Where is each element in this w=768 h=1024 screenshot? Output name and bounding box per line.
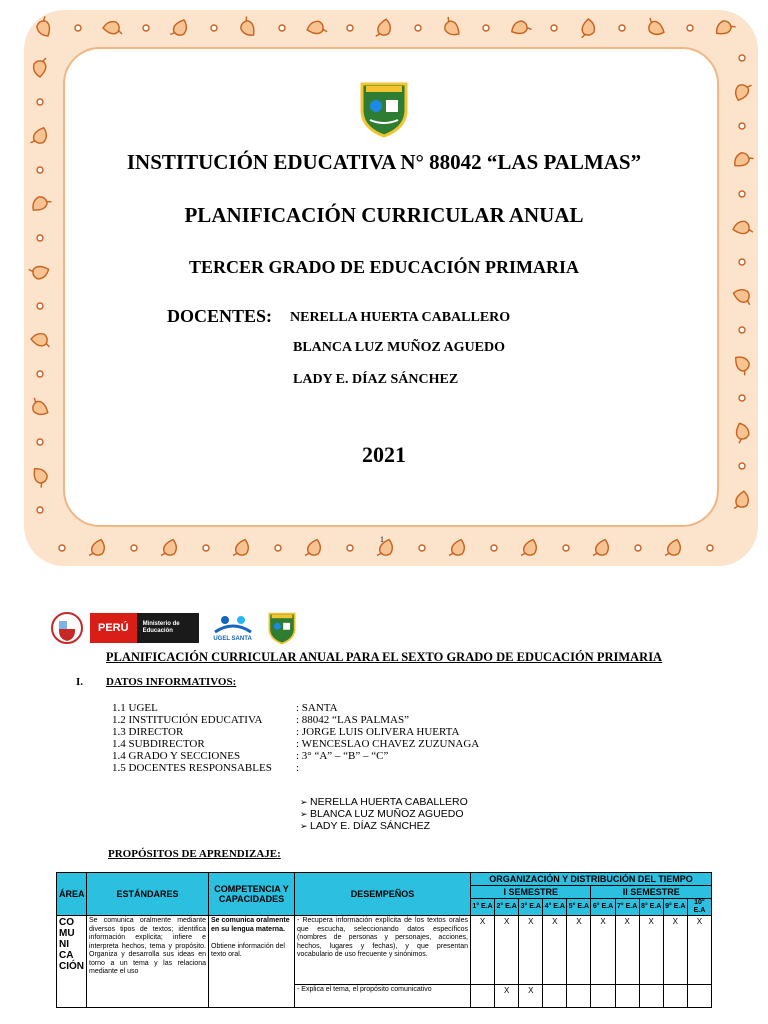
- mark-cell: [543, 985, 567, 1008]
- header-performance: DESEMPEÑOS: [295, 873, 471, 916]
- mark-cell: [567, 985, 591, 1008]
- dot-ornament: [279, 25, 285, 31]
- competence-title: Se comunica oralmente en su lengua materna.: [211, 917, 290, 933]
- dot-ornament: [59, 545, 65, 551]
- dot-ornament: [635, 545, 641, 551]
- unit-header: 1° E.A: [471, 899, 495, 916]
- unit-header: 5° E.A: [567, 899, 591, 916]
- mark-cell: [639, 985, 663, 1008]
- docentes-label: DOCENTES:: [167, 306, 273, 326]
- mark-cell: [663, 985, 687, 1008]
- dot-ornament: [347, 25, 353, 31]
- performance-cell: - Recupera información explícita de los textos orales que escucha, seleccionando datos específicos (nombres de personas y personajes, acciones, hechos, lugares y fechas), y que presentan vocabulario de uso frecuente y sinónimos.: [295, 916, 471, 985]
- dot-ornament: [687, 25, 693, 31]
- purposes-title: PROPÓSITOS DE APRENDIZAJE:: [108, 848, 281, 860]
- dot-ornament: [563, 545, 569, 551]
- ministerio-logo: [90, 613, 199, 643]
- peru-coat-of-arms-icon: [50, 611, 84, 645]
- ugel-label: UGEL SANTA: [213, 636, 252, 642]
- header-semester-1: I SEMESTRE: [471, 886, 591, 899]
- dot-ornament: [739, 395, 745, 401]
- dot-ornament: [483, 25, 489, 31]
- mark-cell: X: [495, 916, 519, 985]
- dot-ornament: [75, 25, 81, 31]
- dot-ornament: [143, 25, 149, 31]
- header-semester-2: II SEMESTRE: [591, 886, 712, 899]
- info-row: 1.5 DOCENTES RESPONSABLES :: [112, 762, 300, 774]
- area-cell: CO MU NI CA CIÓN: [57, 916, 87, 1008]
- dot-ornament: [619, 25, 625, 31]
- dot-ornament: [203, 545, 209, 551]
- unit-header: 6° E.A: [591, 899, 615, 916]
- mark-cell: [591, 985, 615, 1008]
- mark-cell: X: [519, 985, 543, 1008]
- mark-cell: X: [495, 985, 519, 1008]
- teacher-item: ➢ LADY E. DÍAZ SÁNCHEZ: [300, 820, 468, 832]
- plan-title: PLANIFICACIÓN CURRICULAR ANUAL: [184, 203, 584, 227]
- ministerio-label: Ministerio de Educación: [137, 613, 199, 643]
- mark-cell: X: [639, 916, 663, 985]
- school-crest-small-icon: [267, 611, 297, 645]
- dot-ornament: [347, 545, 353, 551]
- info-row: 1.3 DIRECTOR : JORGE LUIS OLIVERA HUERTA: [112, 726, 460, 738]
- dot-ornament: [37, 303, 43, 309]
- teacher-item: ➢ BLANCA LUZ MUÑOZ AGUEDO: [300, 808, 468, 820]
- cover-teacher-2: BLANCA LUZ MUÑOZ AGUEDO: [293, 340, 505, 355]
- table-row: [57, 916, 712, 985]
- info-list: [112, 702, 479, 774]
- info-row: 1.2 INSTITUCIÓN EDUCATIVA : 88042 “LAS PALMAS”: [112, 714, 409, 726]
- school-name: INSTITUCIÓN EDUCATIVA N° 88042 “LAS PALMAS”: [126, 150, 642, 174]
- info-row: 1.4 SUBDIRECTOR : WENCESLAO CHAVEZ ZUZUNAGA: [112, 738, 480, 750]
- header-area: ÁREA: [57, 873, 87, 916]
- mark-cell: [471, 985, 495, 1008]
- info-row: 1.4 GRADO Y SECCIONES : 3° “A” – “B” – “C”: [112, 750, 389, 762]
- plan-page: [0, 580, 768, 1024]
- dot-ornament: [131, 545, 137, 551]
- header-competence: COMPETENCIA Y CAPACIDADES: [209, 873, 295, 916]
- unit-header: 8° E.A: [639, 899, 663, 916]
- cover-teacher-3: LADY E. DÍAZ SÁNCHEZ: [293, 372, 459, 387]
- mark-cell: X: [663, 916, 687, 985]
- unit-header: 9° E.A: [663, 899, 687, 916]
- logo-bar: [50, 610, 297, 646]
- standard-cell: Se comunica oralmente mediante diversos tipos de textos; identifica información explícita; infiere e interpreta hechos, tema y propósito. Organiza y desarrolla sus ideas en torno a un tema y las relaciona mediante el uso: [87, 916, 209, 1008]
- section-title: DATOS INFORMATIVOS:: [106, 676, 237, 688]
- unit-header: 2° E.A: [495, 899, 519, 916]
- unit-header: 7° E.A: [615, 899, 639, 916]
- teacher-list: [300, 796, 468, 832]
- mark-cell: X: [687, 916, 711, 985]
- mark-cell: X: [615, 916, 639, 985]
- performance-cell: - Explica el tema, el propósito comunicativo: [295, 985, 471, 1008]
- dot-ornament: [275, 545, 281, 551]
- dot-ornament: [37, 235, 43, 241]
- mark-cell: [615, 985, 639, 1008]
- ugel-icon: [213, 614, 253, 636]
- mark-cell: X: [471, 916, 495, 985]
- cover-teacher-1: NERELLA HUERTA CABALLERO: [290, 310, 511, 325]
- mark-cell: X: [591, 916, 615, 985]
- capacity-text: Obtiene información del texto oral.: [211, 942, 285, 958]
- dot-ornament: [707, 545, 713, 551]
- dot-ornament: [739, 123, 745, 129]
- grade-title: TERCER GRADO DE EDUCACIÓN PRIMARIA: [188, 257, 579, 277]
- cover-year: 2021: [362, 442, 406, 467]
- teacher-item: ➢ NERELLA HUERTA CABALLERO: [300, 796, 468, 808]
- dot-ornament: [415, 25, 421, 31]
- unit-header: 3° E.A: [519, 899, 543, 916]
- mark-cell: X: [543, 916, 567, 985]
- dot-ornament: [491, 545, 497, 551]
- dot-ornament: [37, 371, 43, 377]
- plan-heading: PLANIFICACIÓN CURRICULAR ANUAL PARA EL SEXTO GRADO DE EDUCACIÓN PRIMARIA: [105, 650, 663, 664]
- unit-header: 10° E.A: [687, 899, 711, 916]
- mark-cell: X: [519, 916, 543, 985]
- header-standards: ESTÁNDARES: [87, 873, 209, 916]
- unit-header: 4° E.A: [543, 899, 567, 916]
- dot-ornament: [37, 507, 43, 513]
- header-organization: ORGANIZACIÓN Y DISTRIBUCIÓN DEL TIEMPO: [471, 873, 712, 886]
- section-number: I.: [76, 676, 84, 688]
- page-number: 1: [380, 535, 384, 544]
- info-row: 1.1 UGEL : SANTA: [112, 702, 338, 714]
- peru-label: PERÚ: [90, 613, 137, 643]
- purposes-table: [56, 872, 712, 1008]
- mark-cell: X: [567, 916, 591, 985]
- dot-ornament: [419, 545, 425, 551]
- ugel-logo: [205, 614, 261, 642]
- mark-cell: [687, 985, 711, 1008]
- dot-ornament: [211, 25, 217, 31]
- dot-ornament: [37, 99, 43, 105]
- competence-cell: [209, 916, 295, 1008]
- dot-ornament: [739, 191, 745, 197]
- dot-ornament: [739, 327, 745, 333]
- dot-ornament: [551, 25, 557, 31]
- dot-ornament: [739, 55, 745, 61]
- school-crest-icon: [358, 80, 410, 138]
